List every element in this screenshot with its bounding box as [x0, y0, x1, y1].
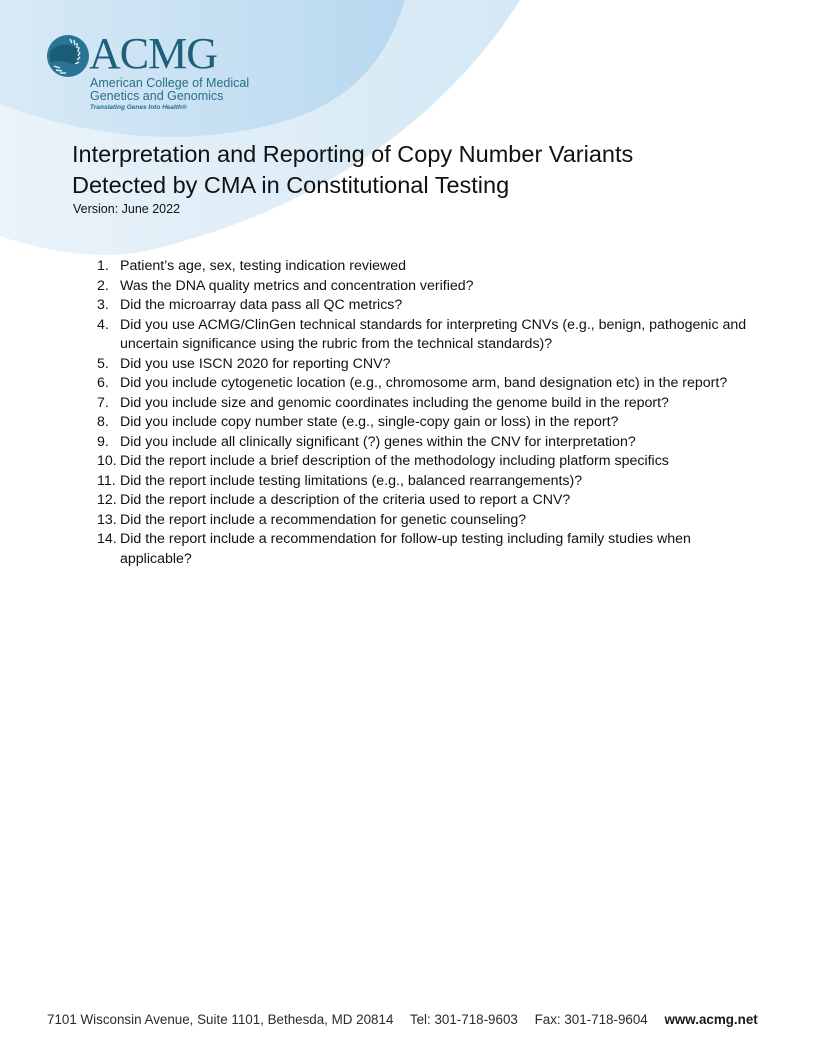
- version-label: Version: June 2022: [73, 202, 181, 216]
- list-item: [97, 296, 757, 316]
- list-item: [97, 257, 757, 277]
- item-number: 5.: [97, 355, 109, 372]
- item-text: Did you use ACMG/ClinGen technical standards for interpreting CNVs (e.g., benign, pathogenic and uncertain significance using the rubric from the technical standards)?: [120, 316, 747, 352]
- item-text: Did the microarray data pass all QC metrics?: [120, 297, 403, 313]
- item-number: 10.: [97, 453, 117, 469]
- footer-fax: Fax: 301-718-9604: [534, 1012, 648, 1027]
- item-text: Did you include copy number state (e.g., single-copy gain or loss) in the report?: [120, 414, 619, 430]
- list-item: [97, 511, 757, 531]
- item-text: Was the DNA quality metrics and concentration verified?: [120, 277, 474, 294]
- item-text: Did the report include a recommendation for follow-up testing including family studies when applicable?: [120, 531, 691, 567]
- item-number: 9.: [97, 433, 109, 450]
- list-item: [97, 472, 757, 492]
- item-text: Did you include cytogenetic location (e.g., chromosome arm, band designation etc) in the report?: [120, 375, 728, 391]
- item-number: 8.: [97, 414, 109, 430]
- item-text: Patient’s age, sex, testing indication reviewed: [120, 258, 407, 274]
- item-number: 14.: [97, 531, 117, 547]
- item-number: 11.: [97, 472, 116, 489]
- logo-wordmark: ACMG: [89, 29, 218, 78]
- footer: [47, 1012, 758, 1027]
- item-number: 7.: [97, 394, 109, 411]
- item-text: Did the report include a recommendation for genetic counseling?: [120, 511, 527, 528]
- title-line-1: Interpretation and Reporting of Copy Number Variants: [72, 141, 634, 167]
- list-item: [97, 413, 757, 433]
- checklist: [97, 257, 757, 569]
- item-text: Did you include all clinically significant (?) genes within the CNV for interpretation?: [120, 433, 636, 450]
- list-item: [97, 277, 757, 297]
- footer-website-link[interactable]: www.acmg.net: [664, 1012, 758, 1027]
- list-item: [97, 316, 757, 355]
- list-item: [97, 374, 757, 394]
- list-item: [97, 530, 757, 569]
- footer-address: 7101 Wisconsin Avenue, Suite 1101, Bethesda, MD 20814: [47, 1012, 394, 1027]
- title-line-2: Detected by CMA in Constitutional Testing: [72, 172, 510, 198]
- item-number: 2.: [97, 277, 109, 294]
- list-item: [97, 394, 757, 414]
- item-text: Did you use ISCN 2020 for reporting CNV?: [120, 355, 391, 372]
- item-text: Did the report include testing limitations (e.g., balanced rearrangements)?: [120, 472, 583, 489]
- list-item: [97, 433, 757, 453]
- list-item: [97, 452, 757, 472]
- item-number: 6.: [97, 375, 109, 391]
- item-text: Did you include size and genomic coordinates including the genome build in the report?: [120, 394, 669, 411]
- item-number: 4.: [97, 316, 109, 333]
- list-item: [97, 491, 757, 511]
- item-number: 12.: [97, 492, 117, 508]
- logo-tagline: Translating Genes Into Health®: [90, 104, 187, 111]
- logo-org-line1: American College of Medical: [90, 76, 250, 90]
- list-item: [97, 355, 757, 375]
- item-number: 1.: [97, 258, 109, 274]
- logo-org-name: [90, 77, 249, 103]
- item-text: Did the report include a brief description of the methodology including platform specifics: [120, 453, 669, 469]
- page-title: [72, 139, 633, 201]
- item-text: Did the report include a description of the criteria used to report a CNV?: [120, 492, 571, 508]
- item-number: 13.: [97, 511, 117, 528]
- dna-globe-icon: [46, 34, 90, 78]
- item-number: 3.: [97, 297, 109, 313]
- footer-tel: Tel: 301-718-9603: [409, 1012, 518, 1027]
- logo-org-line2: Genetics and Genomics: [90, 89, 224, 103]
